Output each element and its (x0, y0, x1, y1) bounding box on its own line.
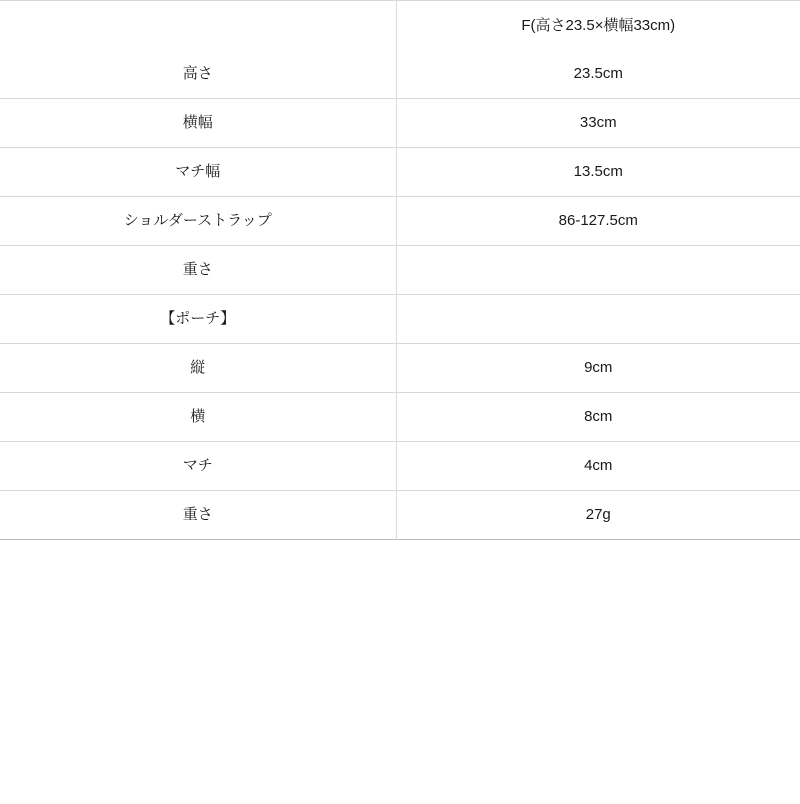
table-row (0, 442, 800, 491)
table-row (0, 393, 800, 442)
row-label: 縦 (0, 344, 396, 393)
row-value: 27g (585, 506, 611, 524)
table-row (0, 491, 800, 540)
row-value: 86-127.5cm (396, 197, 800, 246)
row-label: 横 (0, 393, 396, 442)
row-label: 重さ (0, 491, 396, 540)
row-value: 4cm (396, 442, 800, 491)
header-size-column: F(高さ23.5×横幅33cm) (396, 1, 800, 50)
row-label: マチ (0, 442, 396, 491)
table-row (0, 295, 800, 344)
table-row (0, 197, 800, 246)
bottom-whitespace (0, 540, 800, 804)
table-row (0, 344, 800, 393)
row-label: 横幅 (0, 99, 396, 148)
table-header (0, 1, 800, 50)
row-value: 9cm (396, 344, 800, 393)
row-label: 高さ (0, 50, 396, 99)
row-value: 23.5cm (396, 50, 800, 99)
row-value: 8cm (396, 393, 800, 442)
table-row (0, 50, 800, 99)
table-header-row (0, 1, 800, 50)
row-label: 【ポーチ】 (0, 295, 396, 344)
row-value: 33cm (396, 99, 800, 148)
table-row (0, 148, 800, 197)
table-body (0, 50, 800, 540)
row-label: 重さ (0, 246, 396, 295)
row-value: 13.5cm (396, 148, 800, 197)
row-label: ショルダーストラップ (0, 197, 396, 246)
table-row (0, 99, 800, 148)
row-value (396, 295, 800, 344)
table-row (0, 246, 800, 295)
row-value (396, 246, 800, 295)
header-label-column (0, 1, 396, 50)
row-label: マチ幅 (0, 148, 396, 197)
